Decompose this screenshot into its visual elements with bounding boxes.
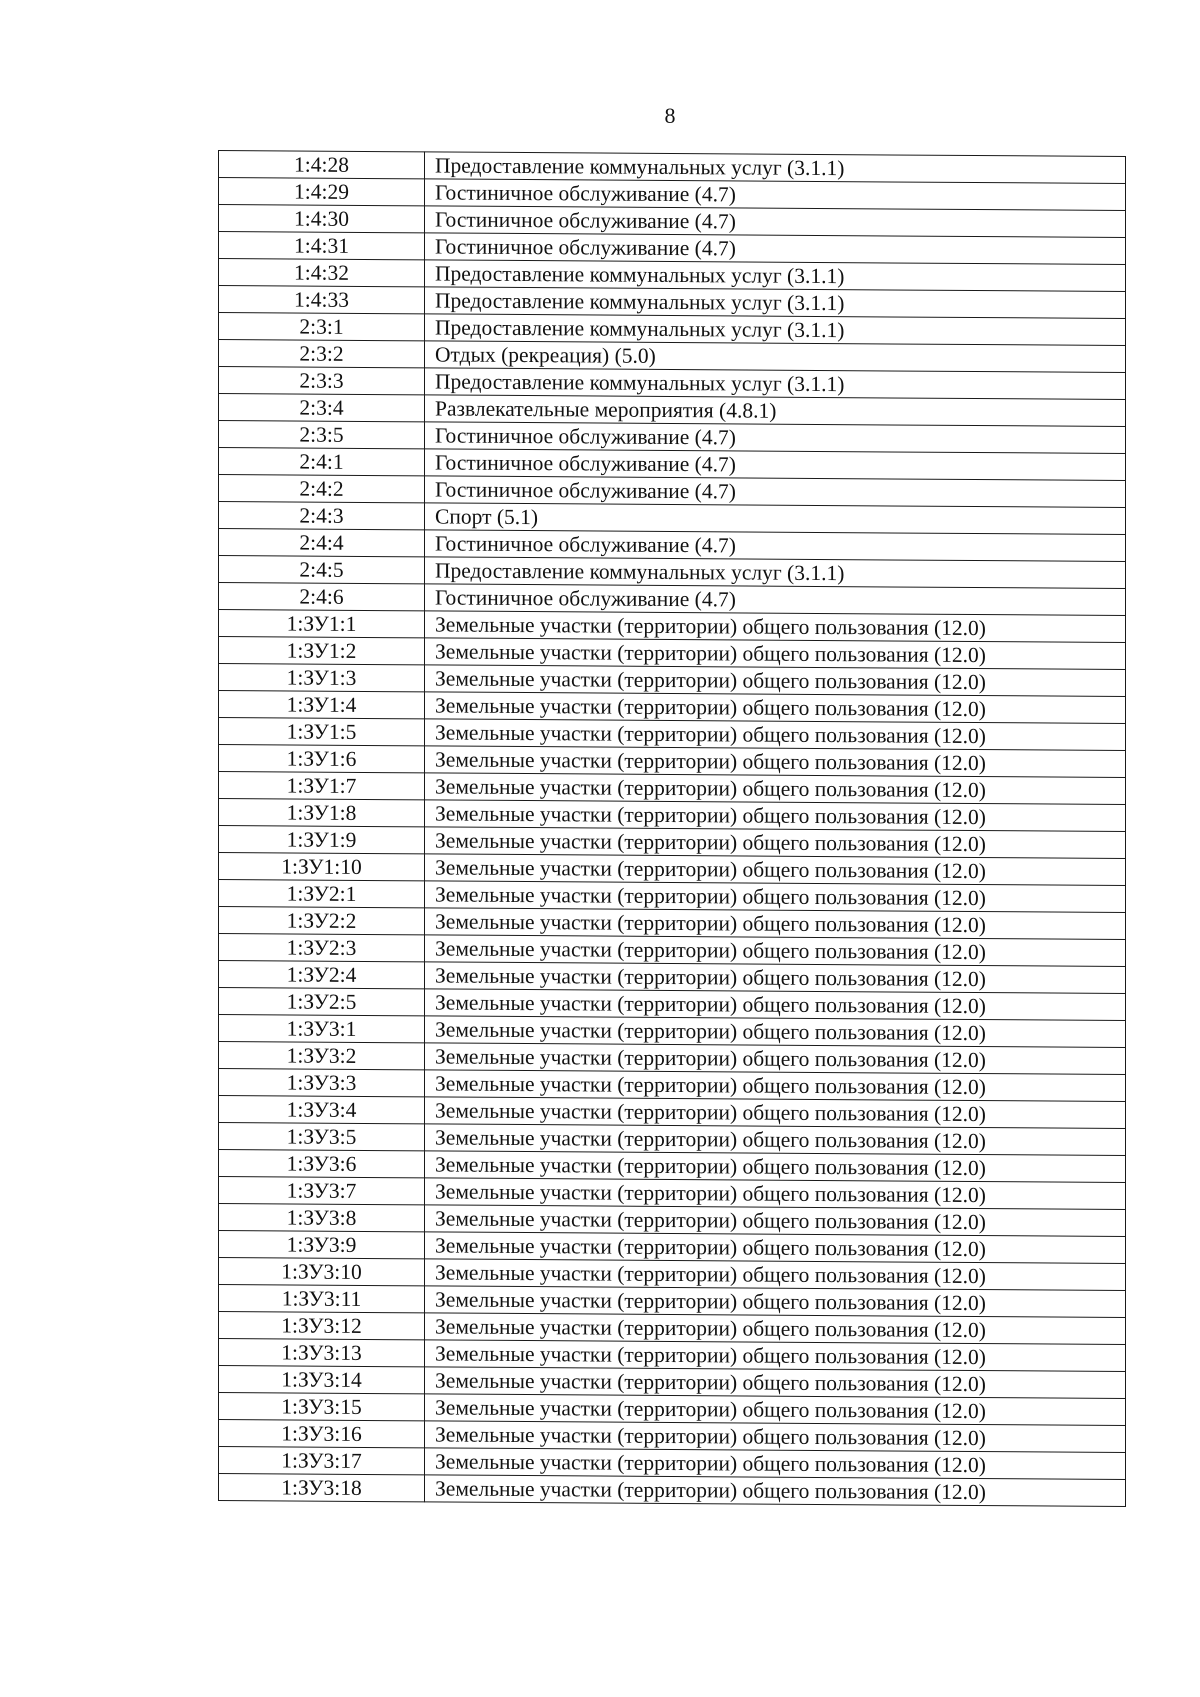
land-use-cell: Предоставление коммунальных услуг (3.1.1) — [425, 368, 1126, 400]
parcel-code-cell: 1:ЗУ1:3 — [219, 664, 425, 692]
parcel-code-cell: 1:ЗУ1:8 — [219, 799, 425, 827]
land-use-cell: Земельные участки (территории) общего пользования (12.0) — [425, 827, 1126, 859]
land-use-cell: Земельные участки (территории) общего пользования (12.0) — [425, 1394, 1126, 1426]
land-use-cell: Гостиничное обслуживание (4.7) — [425, 476, 1126, 508]
parcel-code-cell: 1:ЗУ1:2 — [219, 637, 425, 665]
land-use-cell: Земельные участки (территории) общего пользования (12.0) — [425, 1448, 1126, 1480]
land-use-cell: Земельные участки (территории) общего пользования (12.0) — [425, 935, 1126, 967]
parcel-code-cell: 2:3:4 — [219, 394, 425, 422]
land-use-cell: Земельные участки (территории) общего пользования (12.0) — [425, 1043, 1126, 1075]
parcel-code-cell: 1:ЗУ2:5 — [219, 988, 425, 1016]
parcel-code-cell: 2:4:1 — [219, 448, 425, 476]
parcel-code-cell: 2:4:6 — [219, 583, 425, 611]
parcel-code-cell: 1:ЗУ1:4 — [219, 691, 425, 719]
land-use-cell: Отдых (рекреация) (5.0) — [425, 341, 1126, 373]
land-use-cell: Земельные участки (территории) общего пользования (12.0) — [425, 1340, 1126, 1372]
land-use-cell: Земельные участки (территории) общего пользования (12.0) — [425, 854, 1126, 886]
parcel-code-cell: 1:ЗУ3:9 — [219, 1231, 425, 1259]
land-use-cell: Развлекательные мероприятия (4.8.1) — [425, 395, 1126, 427]
land-use-cell: Земельные участки (территории) общего пользования (12.0) — [425, 1178, 1126, 1210]
parcel-code-cell: 1:ЗУ1:10 — [219, 853, 425, 881]
parcel-code-cell: 1:ЗУ1:7 — [219, 772, 425, 800]
land-use-cell: Земельные участки (территории) общего пользования (12.0) — [425, 1097, 1126, 1129]
parcel-code-cell: 1:ЗУ3:1 — [219, 1015, 425, 1043]
land-use-cell: Земельные участки (территории) общего пользования (12.0) — [425, 638, 1126, 670]
parcel-code-cell: 1:ЗУ2:4 — [219, 961, 425, 989]
parcel-code-cell: 1:4:32 — [219, 259, 425, 287]
land-use-cell: Земельные участки (территории) общего пользования (12.0) — [425, 1475, 1126, 1507]
parcel-code-cell: 1:ЗУ3:5 — [219, 1123, 425, 1151]
land-use-cell: Земельные участки (территории) общего пользования (12.0) — [425, 746, 1126, 778]
table-body — [219, 151, 1126, 1507]
parcel-code-cell: 2:3:2 — [219, 340, 425, 368]
land-use-cell: Гостиничное обслуживание (4.7) — [425, 422, 1126, 454]
parcel-code-cell: 2:3:5 — [219, 421, 425, 449]
land-use-cell: Земельные участки (территории) общего пользования (12.0) — [425, 1313, 1126, 1345]
land-use-cell: Гостиничное обслуживание (4.7) — [425, 584, 1126, 616]
parcel-code-cell: 1:ЗУ3:6 — [219, 1150, 425, 1178]
land-use-cell: Земельные участки (территории) общего пользования (12.0) — [425, 611, 1126, 643]
parcel-code-cell: 1:ЗУ3:3 — [219, 1069, 425, 1097]
parcel-code-cell: 1:ЗУ1:9 — [219, 826, 425, 854]
parcel-code-cell: 2:4:4 — [219, 529, 425, 557]
parcel-code-cell: 1:ЗУ3:14 — [219, 1366, 425, 1394]
land-use-cell: Земельные участки (территории) общего пользования (12.0) — [425, 962, 1126, 994]
land-use-cell: Земельные участки (территории) общего пользования (12.0) — [425, 719, 1126, 751]
parcel-code-cell: 1:ЗУ1:5 — [219, 718, 425, 746]
land-use-cell: Земельные участки (территории) общего пользования (12.0) — [425, 881, 1126, 913]
parcel-code-cell: 1:ЗУ1:6 — [219, 745, 425, 773]
land-use-cell: Предоставление коммунальных услуг (3.1.1) — [425, 287, 1126, 319]
land-use-table — [218, 150, 1126, 1507]
parcel-code-cell: 1:ЗУ3:8 — [219, 1204, 425, 1232]
parcel-code-cell: 1:ЗУ3:15 — [219, 1393, 425, 1421]
parcel-code-cell: 1:ЗУ2:1 — [219, 880, 425, 908]
land-use-cell: Предоставление коммунальных услуг (3.1.1) — [425, 314, 1126, 346]
parcel-code-cell: 1:ЗУ1:1 — [219, 610, 425, 638]
land-use-cell: Земельные участки (территории) общего пользования (12.0) — [425, 1259, 1126, 1291]
land-use-cell: Земельные участки (территории) общего пользования (12.0) — [425, 773, 1126, 805]
parcel-code-cell: 1:4:30 — [219, 205, 425, 233]
land-use-cell: Земельные участки (территории) общего пользования (12.0) — [425, 665, 1126, 697]
parcel-code-cell: 1:4:31 — [219, 232, 425, 260]
parcel-code-cell: 2:4:3 — [219, 502, 425, 530]
land-use-cell: Земельные участки (территории) общего пользования (12.0) — [425, 1151, 1126, 1183]
parcel-code-cell: 1:ЗУ3:13 — [219, 1339, 425, 1367]
land-use-cell: Земельные участки (территории) общего пользования (12.0) — [425, 1367, 1126, 1399]
land-use-cell: Земельные участки (территории) общего пользования (12.0) — [425, 908, 1126, 940]
parcel-code-cell: 2:3:3 — [219, 367, 425, 395]
land-use-cell: Гостиничное обслуживание (4.7) — [425, 179, 1126, 211]
parcel-code-cell: 1:ЗУ3:4 — [219, 1096, 425, 1124]
land-use-cell: Земельные участки (территории) общего пользования (12.0) — [425, 1205, 1126, 1237]
land-use-cell: Гостиничное обслуживание (4.7) — [425, 449, 1126, 481]
land-use-cell: Предоставление коммунальных услуг (3.1.1) — [425, 557, 1126, 589]
parcel-code-cell: 1:4:28 — [219, 151, 425, 179]
parcel-code-cell: 1:ЗУ3:12 — [219, 1312, 425, 1340]
land-use-cell: Земельные участки (территории) общего пользования (12.0) — [425, 1016, 1126, 1048]
parcel-code-cell: 1:ЗУ3:11 — [219, 1285, 425, 1313]
parcel-code-cell: 1:ЗУ3:7 — [219, 1177, 425, 1205]
parcel-code-cell: 1:ЗУ3:2 — [219, 1042, 425, 1070]
parcel-code-cell: 2:4:5 — [219, 556, 425, 584]
land-use-cell: Земельные участки (территории) общего пользования (12.0) — [425, 1286, 1126, 1318]
parcel-code-cell: 1:ЗУ3:16 — [219, 1420, 425, 1448]
land-use-cell: Земельные участки (территории) общего пользования (12.0) — [425, 1124, 1126, 1156]
page-number: 8 — [664, 103, 676, 128]
land-use-cell: Земельные участки (территории) общего пользования (12.0) — [425, 800, 1126, 832]
land-use-cell: Земельные участки (территории) общего пользования (12.0) — [425, 692, 1126, 724]
parcel-code-cell: 1:ЗУ3:17 — [219, 1447, 425, 1475]
parcel-code-cell: 1:4:33 — [219, 286, 425, 314]
land-use-cell: Гостиничное обслуживание (4.7) — [425, 206, 1126, 238]
parcel-code-cell: 1:ЗУ3:10 — [219, 1258, 425, 1286]
parcel-code-cell: 2:4:2 — [219, 475, 425, 503]
parcel-code-cell: 2:3:1 — [219, 313, 425, 341]
land-use-cell: Спорт (5.1) — [425, 503, 1126, 535]
land-use-cell: Земельные участки (территории) общего пользования (12.0) — [425, 1232, 1126, 1264]
land-use-cell: Гостиничное обслуживание (4.7) — [425, 233, 1126, 265]
parcel-code-cell: 1:ЗУ2:2 — [219, 907, 425, 935]
land-use-cell: Предоставление коммунальных услуг (3.1.1) — [425, 152, 1126, 184]
parcel-code-cell: 1:4:29 — [219, 178, 425, 206]
land-use-cell: Гостиничное обслуживание (4.7) — [425, 530, 1126, 562]
parcel-code-cell: 1:ЗУ2:3 — [219, 934, 425, 962]
land-use-cell: Земельные участки (территории) общего пользования (12.0) — [425, 1421, 1126, 1453]
table-row — [219, 1474, 1126, 1507]
land-use-cell: Предоставление коммунальных услуг (3.1.1) — [425, 260, 1126, 292]
land-use-cell: Земельные участки (территории) общего пользования (12.0) — [425, 989, 1126, 1021]
land-use-cell: Земельные участки (территории) общего пользования (12.0) — [425, 1070, 1126, 1102]
parcel-code-cell: 1:ЗУ3:18 — [219, 1474, 425, 1502]
